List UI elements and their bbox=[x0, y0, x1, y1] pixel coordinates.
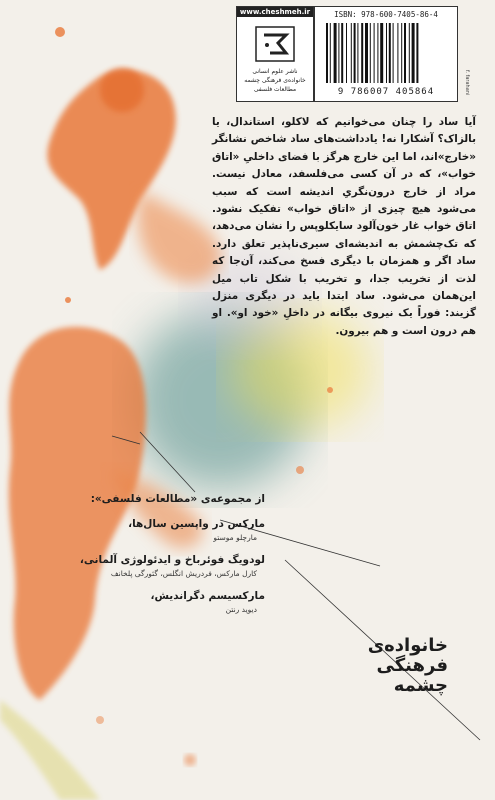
back-cover-blurb: آیا ساد را چنان می‌خوانیم که لاکلو، استاندال، یا بالزاک؟ آشکارا نه! یادداشت‌های ساد شاخص نشانگر «خارج»اند، اما این خارج هرگز با فضای داخلیِ «اتاق خواب»، که در آن کسی می‌فلسفد، معادل نیست. مراد از خارج درون‌نگریِ اندیشه است که سبب می‌شود هیچ چیزی از «اتاق خواب» تفکیک نشود. اتاق خواب غار خون‌آلود سایکلوپس را نشان می‌دهد، که تک‌چشمش به اندیشه‌ای سیری‌ناپذیر تعلق دارد. ساد اگر و همزمان با دیگری فسخ می‌کند، آن‌جا که لذت از تخریب جدا، و تخریب با شکل تاب میل این‌همان می‌شود. ساد ابتدا باید در دیگری منزل گزیند: فوراً یک نیروی بیگانه در داخلِ «خود او». او هم درون است و هم بیرون. bbox=[212, 116, 476, 337]
designer-credit: f. farahani bbox=[464, 70, 470, 96]
barcode-number: 9 786007 405864 bbox=[337, 87, 435, 97]
series-item bbox=[25, 589, 265, 615]
series-item-author: مارچلو موستو bbox=[213, 533, 257, 542]
series-item-title: مارکسیسم دگراندیش، bbox=[150, 590, 265, 602]
series-item-title: لودویگ فوئرباخ و ایدئولوژی آلمانی، bbox=[79, 554, 265, 566]
publisher-tagline: ناشر علوم انسانی خانواده‌ی فرهنگی چشمه مطالعات فلسفی bbox=[244, 68, 306, 93]
series-item-author: دیوید رنتن bbox=[225, 605, 257, 614]
publisher-logo-icon bbox=[254, 25, 296, 63]
isbn-text: ISBN: 978-600-7405-86-4 bbox=[334, 10, 438, 19]
publisher-mark: خانواده‌ی فرهنگی چشمه bbox=[367, 635, 448, 696]
barcode-bars bbox=[325, 23, 447, 83]
series-heading: از مجموعه‌ی «مطالعات فلسفی»: bbox=[90, 493, 265, 505]
publisher-url: www.cheshmeh.ir bbox=[237, 7, 313, 17]
series-item-title: مارکس در واپسین سال‌ها، bbox=[128, 518, 265, 530]
series-list bbox=[25, 492, 265, 615]
series-item bbox=[25, 517, 265, 543]
series-item bbox=[25, 553, 265, 579]
barcode-box bbox=[314, 6, 458, 102]
series-item-author: کارل مارکس، فردریش انگلس، گئورگی پلخانف bbox=[110, 569, 257, 578]
publisher-box bbox=[236, 6, 314, 102]
